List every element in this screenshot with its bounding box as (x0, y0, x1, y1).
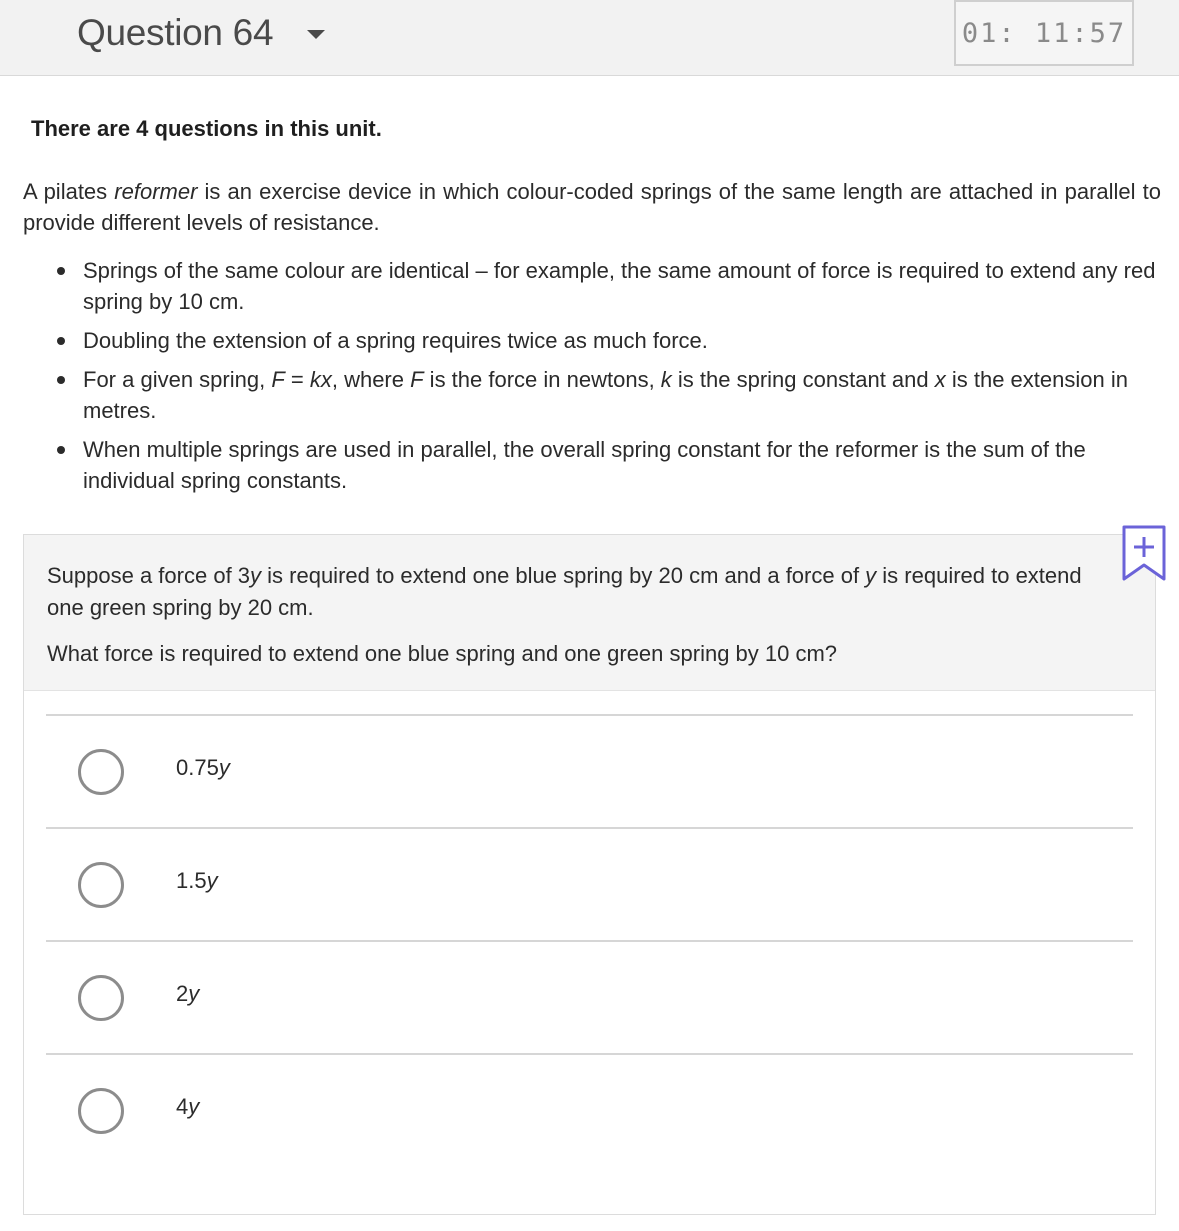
bullet-text: , where (331, 367, 411, 392)
bullet-text: is the extension in metres. (83, 367, 1128, 423)
bullet-item (54, 364, 1159, 426)
unit-note: There are 4 questions in this unit. (31, 116, 382, 141)
answer-number: 0.75 (176, 755, 219, 780)
radio-button[interactable] (78, 862, 124, 908)
answer-option[interactable] (46, 940, 1133, 1053)
stem-text: is required to extend one green spring by 20 cm. (47, 563, 1082, 620)
bullet-item: Doubling the extension of a spring requires twice as much force. (54, 325, 1159, 356)
intro-paragraph (23, 176, 1161, 238)
answer-label (176, 868, 218, 894)
bullet-text: For a given spring, (83, 367, 272, 392)
var-y: y (865, 563, 877, 588)
answer-number: 1.5 (176, 868, 207, 893)
radio-button[interactable] (78, 749, 124, 795)
answer-variable: y (206, 868, 218, 893)
var-k: k (660, 367, 672, 392)
info-bullet-list (54, 255, 1159, 504)
question-prompt: What force is required to extend one blue spring and one green spring by 10 cm? (47, 641, 838, 666)
intro-text-2: is an exercise device in which colour-coded springs of the same length are attached in parallel to provide different levels of resistance. (23, 179, 1162, 235)
var-F: F (410, 367, 424, 392)
question-dropdown-caret-icon[interactable] (307, 30, 325, 39)
intro-text-1: A pilates (23, 179, 115, 204)
question-stem (47, 560, 1107, 624)
radio-button[interactable] (78, 1088, 124, 1134)
answer-variable: y (218, 755, 230, 780)
bullet-text: is the spring constant and (671, 367, 935, 392)
var-y: y (250, 563, 262, 588)
answer-label (176, 1094, 199, 1120)
answer-label (176, 755, 230, 781)
answer-label (176, 981, 199, 1007)
bullet-text: is the force in newtons, (423, 367, 661, 392)
var-kx: kx (309, 367, 332, 392)
var-x: x (934, 367, 946, 392)
stem-text: Suppose a force of 3 (47, 563, 251, 588)
bullet-text: = (284, 367, 310, 392)
answer-options (46, 714, 1133, 1166)
bullet-item: Springs of the same colour are identical – for example, the same amount of force is required to extend any red spring by 10 cm. (54, 255, 1159, 317)
countdown-timer: 01: 11:57 (954, 0, 1134, 66)
bookmark-add-icon[interactable] (1122, 525, 1166, 581)
answer-number: 4 (176, 1094, 189, 1119)
bullet-item: When multiple springs are used in parallel, the overall spring constant for the reformer is the sum of the individual spring constants. (54, 434, 1159, 496)
answer-option[interactable] (46, 827, 1133, 940)
answer-variable: y (188, 981, 200, 1006)
radio-button[interactable] (78, 975, 124, 1021)
answer-number: 2 (176, 981, 189, 1006)
question-title[interactable]: Question 64 (77, 12, 274, 53)
stem-text: is required to extend one blue spring by 20 cm and a force of (261, 563, 866, 588)
top-bar (0, 0, 1179, 76)
answer-option[interactable] (46, 1053, 1133, 1166)
question-stem-area (24, 535, 1155, 691)
answer-option[interactable] (46, 714, 1133, 827)
answer-variable: y (188, 1094, 200, 1119)
intro-italic-term: reformer (114, 179, 198, 204)
var-F: F (271, 367, 285, 392)
